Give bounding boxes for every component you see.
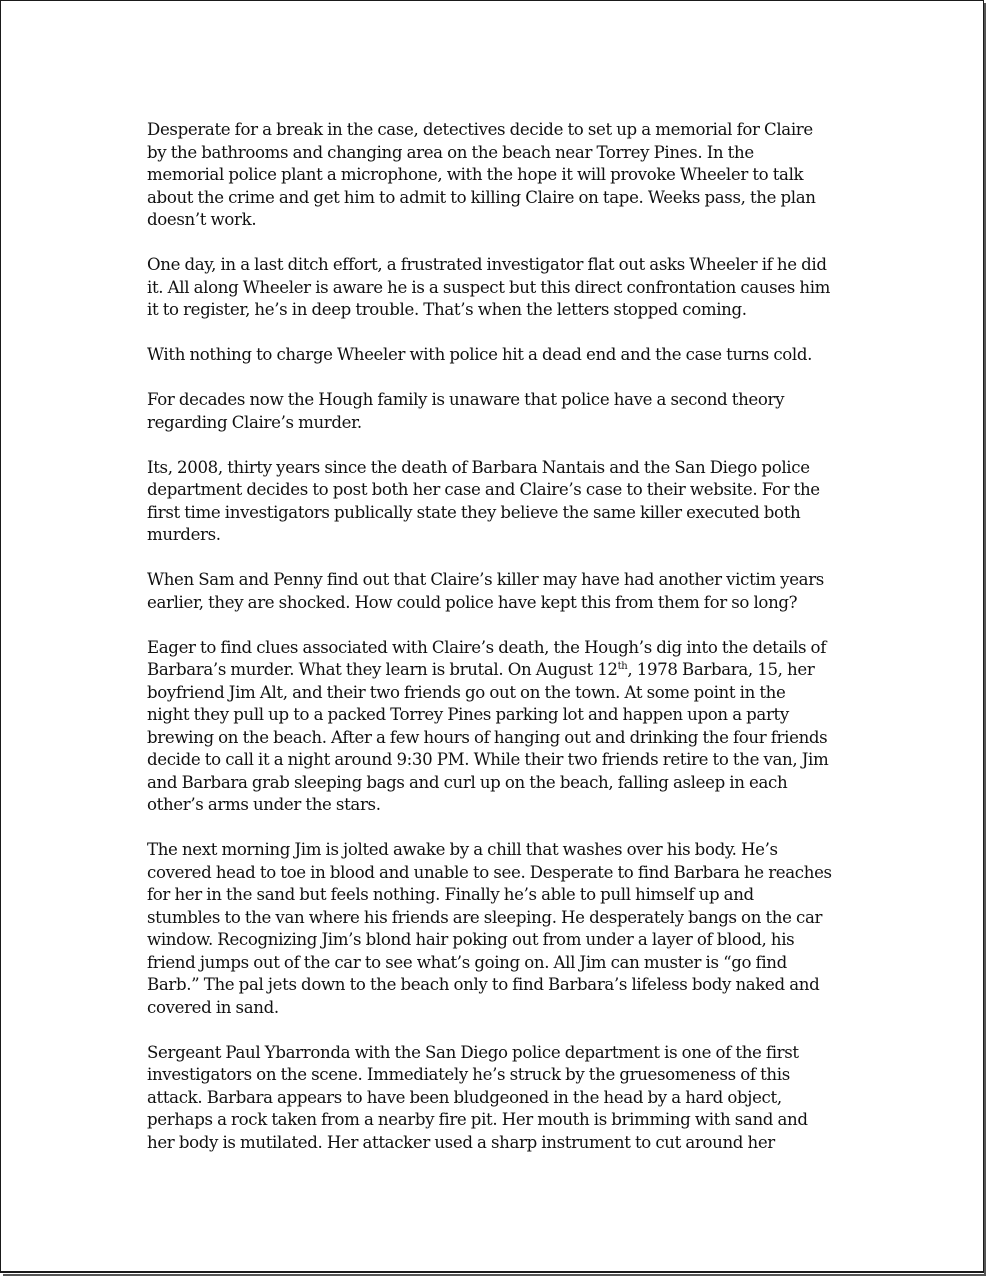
text-line: With nothing to charge Wheeler with police hit a dead end and the case turns cold. [147,345,813,364]
paragraph-shocked [147,569,847,614]
text-line: earlier, they are shocked. How could police have kept this from them for so long? [147,592,798,612]
text-line: brewing on the beach. After a few hours of hanging out and drinking the four friends [147,727,828,747]
text-line: Sergeant Paul Ybarronda with the San Diego police department is one of the first [147,1042,799,1062]
paragraph-next-morning [147,839,847,1019]
text-line: doesn’t work. [147,210,257,229]
text-line: night they pull up to a packed Torrey Pines parking lot and happen upon a party [147,705,789,724]
text-line: friend jumps out of the car to see what’s going on. All Jim can muster is “go find [147,952,787,972]
text-line: perhaps a rock taken from a nearby fire pit. Her mouth is brimming with sand and [147,1110,808,1129]
paragraph-2008-website [147,457,847,547]
text-line: about the crime and get him to admit to killing Claire on tape. Weeks pass, the plan [147,187,816,207]
text-line: window. Recognizing Jim’s blond hair poking out from under a layer of blood, his [147,930,795,949]
text-line: and Barbara grab sleeping bags and curl up on the beach, falling asleep in each [147,772,788,792]
text-line: Desperate for a break in the case, detectives decide to set up a memorial for Claire [147,120,813,139]
text-line: covered in sand. [147,997,279,1017]
text-line: attack. Barbara appears to have been bludgeoned in the head by a hard object, [147,1087,782,1107]
text-line: When Sam and Penny find out that Claire’s killer may have had another victim years [147,570,824,589]
text-line: boyfriend Jim Alt, and their two friends go out on the town. At some point in the [147,682,786,702]
paragraph-memorial [147,119,847,232]
text-line: Barb.” The pal jets down to the beach only to find Barbara’s lifeless body naked and [147,975,820,994]
text-segment: , 1978 Barbara, 15, her [627,660,815,679]
text-line [147,659,847,682]
paragraph-barbara-murder [147,637,847,817]
text-segment: Barbara’s murder. What they learn is brutal. On August 12 [147,660,618,679]
text-line: it. All along Wheeler is aware he is a suspect but this direct confrontation causes him [147,277,831,297]
text-line: first time investigators publically state they believe the same killer executed both [147,502,801,522]
text-line: For decades now the Hough family is unaware that police have a second theory [147,390,785,409]
text-line: memorial police plant a microphone, with the hope it will provoke Wheeler to talk [147,165,804,184]
text-line: regarding Claire’s murder. [147,412,362,432]
text-line: covered head to toe in blood and unable to see. Desperate to find Barbara he reaches [147,862,832,882]
paragraph-sergeant [147,1042,847,1155]
text-line: One day, in a last ditch effort, a frustrated investigator flat out asks Wheeler if he did [147,255,827,274]
text-line: Eager to find clues associated with Claire’s death, the Hough’s dig into the details of [147,637,826,657]
text-line: by the bathrooms and changing area on the beach near Torrey Pines. In the [147,142,754,162]
ordinal-suffix: th [617,661,628,672]
text-line: department decides to post both her case and Claire’s case to their website. For the [147,480,820,499]
paragraph-case-cold [147,344,847,367]
text-line: murders. [147,525,221,544]
text-line: The next morning Jim is jolted awake by a chill that washes over his body. He’s [147,840,778,859]
text-line: stumbles to the van where his friends are sleeping. He desperately bangs on the car [147,907,823,927]
text-line: for her in the sand but feels nothing. Finally he’s able to pull himself up and [147,885,754,904]
text-line: it to register, he’s in deep trouble. That’s when the letters stopped coming. [147,300,747,319]
text-line: her body is mutilated. Her attacker used a sharp instrument to cut around her [147,1132,775,1152]
paragraph-second-theory [147,389,847,434]
paragraph-confrontation [147,254,847,322]
text-line: Its, 2008, thirty years since the death of Barbara Nantais and the San Diego police [147,457,810,477]
text-line: other’s arms under the stars. [147,795,381,814]
text-line: decide to call it a night around 9:30 PM. While their two friends retire to the van, Jim [147,750,829,769]
text-line: investigators on the scene. Immediately he’s struck by the gruesomeness of this [147,1065,790,1084]
document-body [147,119,847,1177]
